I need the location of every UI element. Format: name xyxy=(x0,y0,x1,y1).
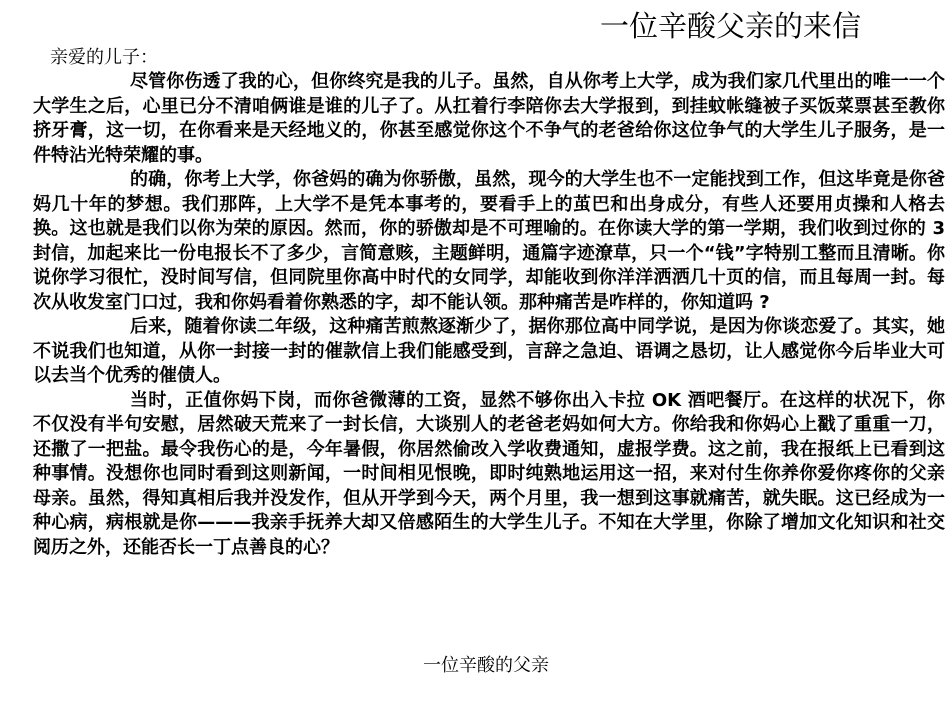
letter-body xyxy=(33,70,945,560)
letter-paragraph-2: 的确，你考上大学，你爸妈的确为你骄傲，虽然，现今的大学生也不一定能找到工作，但这毕竟是你爸妈几十年的梦想。我们那阵，上大学不是凭本事考的，要看手上的茧巴和出身成分，有些人还要用贞操和人格去换。这也就是我们以你为荣的原因。然而，你的骄傲却是不可理喻的。在你读大学的第一学期，我们收到过你的 3 封信，加起来比一份电报长不了多少，言简意赅，主题鲜明，通篇字迹潦草，只一个“钱”字特别工整而且清晰。你说你学习很忙，没时间写信，但同院里你高中时代的女同学，却能收到你洋洋洒洒几十页的信，而且每周一封。每次从收发室门口过，我和你妈看着你熟悉的字，却不能认领。那种痛苦是咋样的，你知道吗 ? xyxy=(33,169,945,313)
letter-paragraph-1: 尽管你伤透了我的心，但你终究是我的儿子。虽然，自从你考上大学，成为我们家几代里出的唯一一个大学生之后，心里已分不清咱俩谁是谁的儿子了。从扛着行李陪你去大学报到，到挂蚊帐缝被子买饭菜票甚至教你挤牙膏，这一切，在你看来是天经地义的，你甚至感觉你这个不争气的老爸给你这位争气的大学生儿子服务，是一件特沾光特荣耀的事。 xyxy=(33,71,945,166)
letter-signature: 一位辛酸的父亲 xyxy=(423,655,549,676)
letter-salutation: 亲爱的儿子： xyxy=(50,47,158,68)
letter-paragraph-3: 后来，随着你读二年级，这种痛苦煎熬逐渐少了，据你那位高中同学说，是因为你谈恋爱了。其实，她不说我们也知道，从你一封接一封的催款信上我们能感受到，言辞之急迫、语调之恳切，让人感觉你今后毕业大可以去当个优秀的催债人。 xyxy=(33,316,945,386)
letter-paragraph-4: 当时，正值你妈下岗，而你爸微薄的工资，显然不够你出入卡拉 OK 酒吧餐厅。在这样的状况下，你不仅没有半句安慰，居然破天荒来了一封长信，大谈别人的老爸老妈如何大方。你给我和你妈心上戳了重重一刀，还撒了一把盐。最令我伤心的是，今年暑假，你居然偷改入学收费通知，虚报学费。这之前，我在报纸上已看到这种事情。没想你也同时看到这则新闻，一时间相见恨晚，即时纯熟地运用这一招，来对付生你养你爱你疼你的父亲母亲。虽然，得知真相后我并没发作，但从开学到今天，两个月里，我一想到这事就痛苦，就失眠。这已经成为一种心病，病根就是你———我亲手抚养大却又倍感陌生的大学生儿子。不知在大学里，你除了增加文化知识和社交阅历之外，还能否长一丁点善良的心？ xyxy=(33,389,945,558)
letter-title: 一位辛酸父亲的来信 xyxy=(600,9,862,43)
